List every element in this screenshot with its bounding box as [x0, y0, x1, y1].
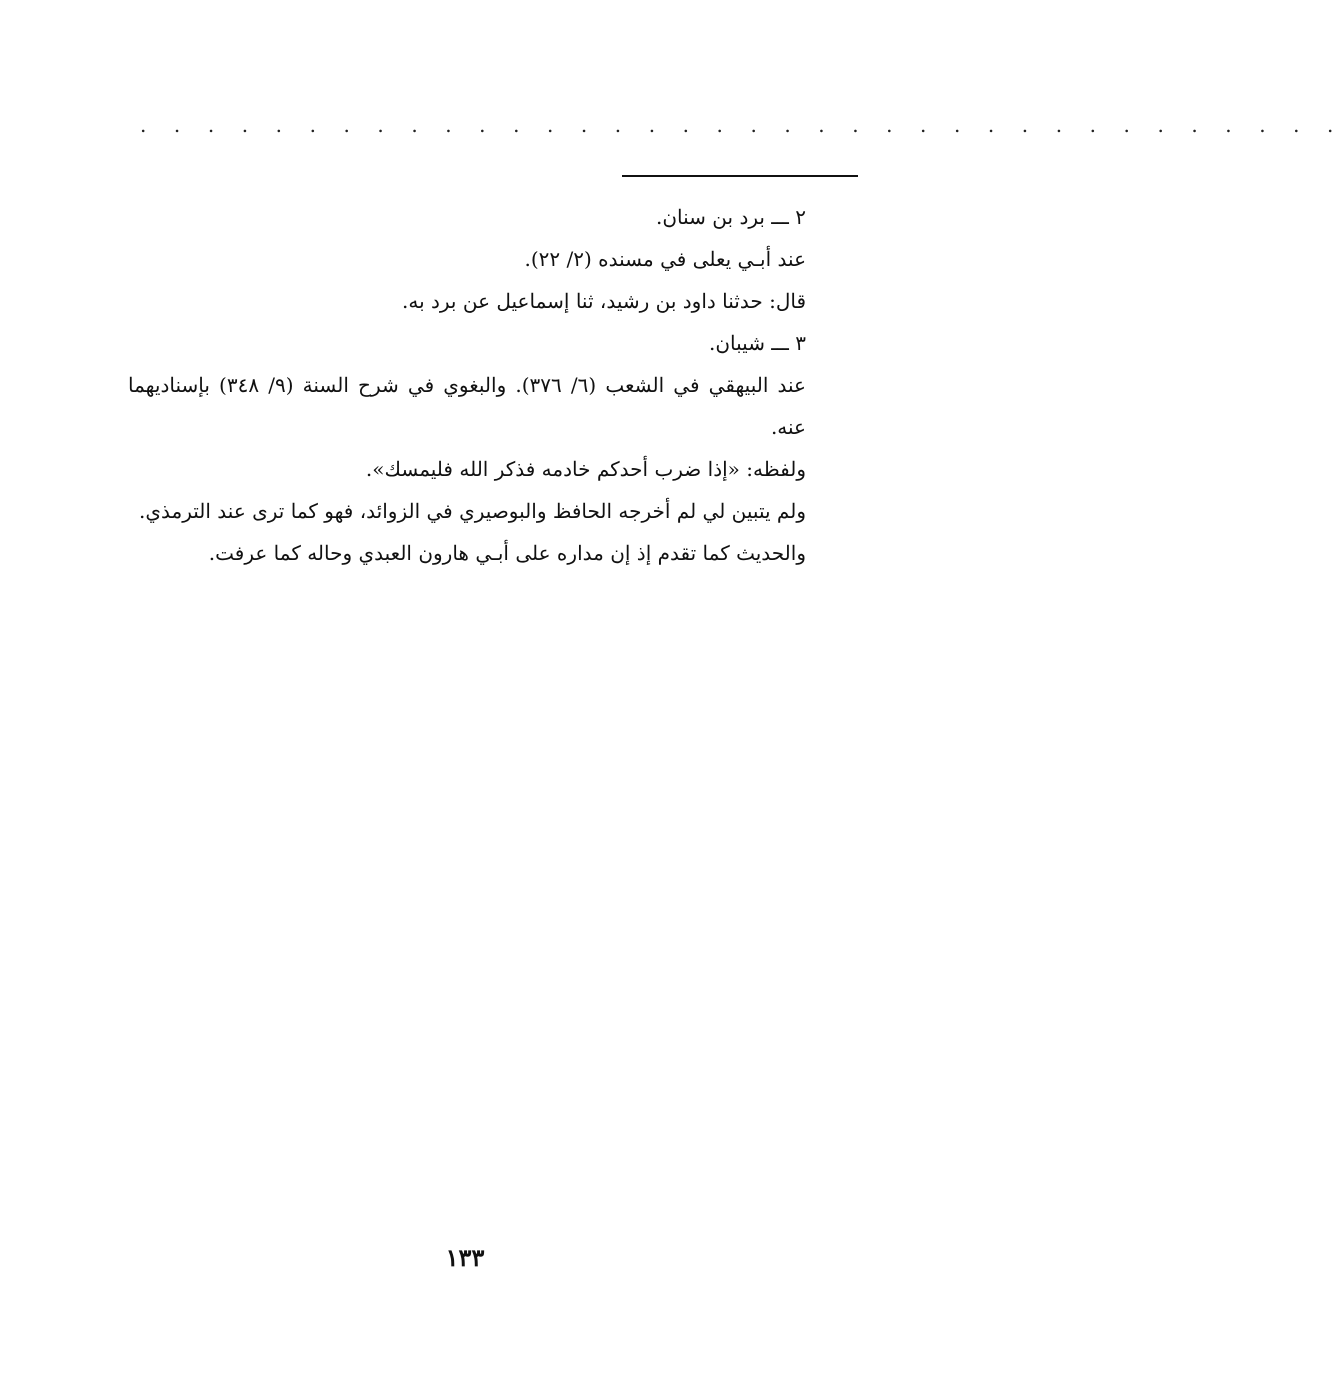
paragraph-2: عند أبـي يعلى في مسنده (٢/ ٢٢).	[524, 247, 806, 271]
paragraph-4: ٣ ـــ شيبان.	[708, 331, 806, 355]
paragraph-1: ٢ ـــ برد بن سنان.	[656, 205, 806, 229]
footnote-rule	[622, 175, 858, 177]
paragraph-7: ولم يتبين لي لم أخرجه الحافظ والبوصيري في الزوائد، فهو كما ترى عند الترمذي.	[138, 499, 806, 523]
paragraph-3: قال: حدثنا داود بن رشيد، ثنا إسماعيل عن برد به.	[401, 289, 806, 313]
footnote-body	[128, 196, 858, 574]
dotted-separator: . . . . . . . . . . . . . . . . . . . . . . . . . . . . . . . . . . . .	[140, 113, 1344, 137]
paragraph-5: عند البيهقي في الشعب (٦/ ٣٧٦). والبغوي في شرح السنة (٩/ ٣٤٨) بإسناديهما عنه.	[128, 373, 806, 439]
paragraph-6: ولفظه: «إذا ضرب أحدكم خادمه فذكر الله فليمسك».	[365, 457, 806, 481]
page-number: ١٣٣	[445, 1243, 485, 1272]
paragraph-8: والحديث كما تقدم إذ إن مداره على أبـي هارون العبدي وحاله كما عرفت.	[208, 541, 806, 565]
